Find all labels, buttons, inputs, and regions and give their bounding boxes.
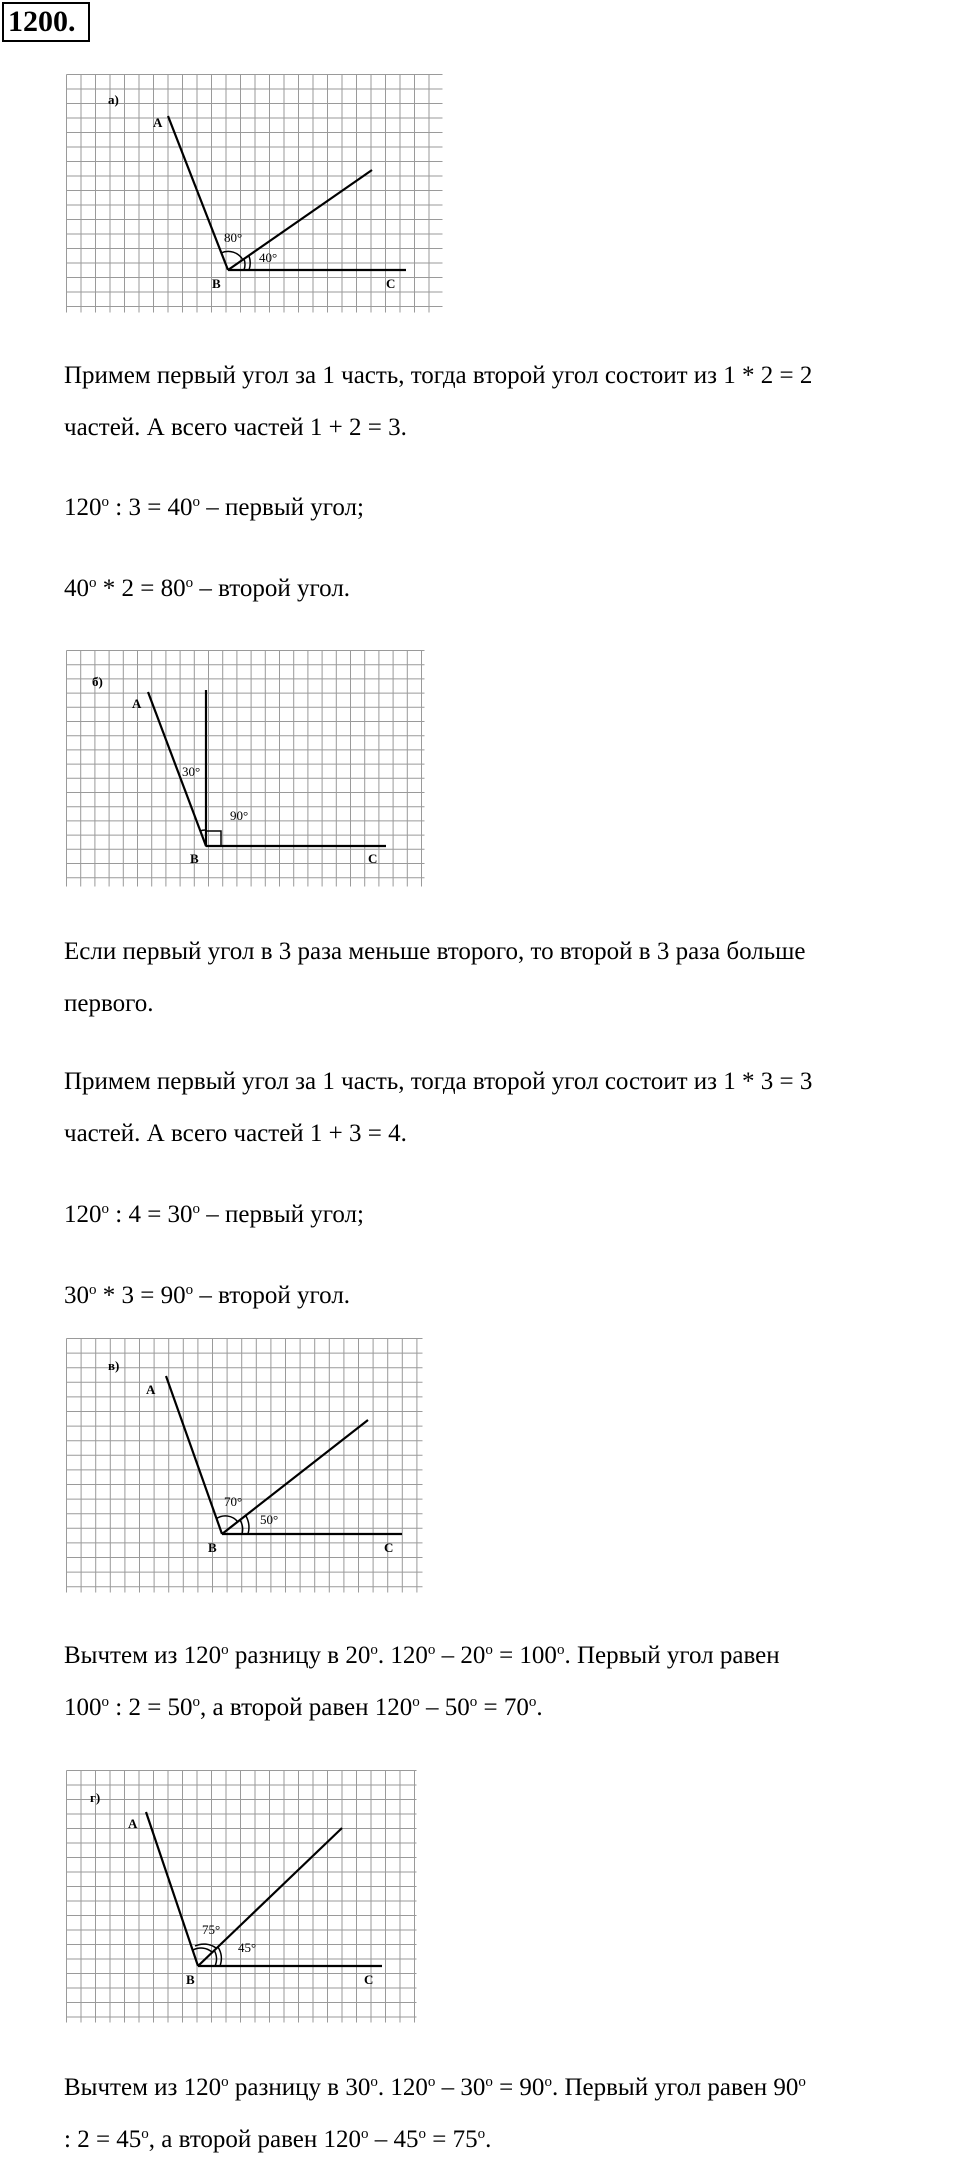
text-part: : 2 = 50	[109, 1694, 193, 1721]
text-part: * 2 = 80	[96, 575, 186, 602]
degree-sign: o	[141, 2126, 149, 2142]
text-part: Вычтем из 120	[64, 1642, 222, 1669]
text-part: : 3 = 40	[109, 494, 193, 521]
solution-b-text1	[64, 926, 960, 1030]
text-part: – 50	[419, 1694, 470, 1721]
point-c-label: C	[386, 276, 396, 291]
degree-sign: o	[185, 575, 194, 591]
point-a-label: A	[146, 1382, 156, 1397]
degree-sign: o	[192, 494, 201, 510]
degree-sign: o	[361, 2126, 369, 2142]
point-a-label: A	[132, 696, 142, 711]
text-part: : 2 = 45	[64, 2126, 142, 2153]
text-part: 40	[64, 575, 89, 602]
text-part: Вычтем из 120	[64, 2074, 222, 2101]
angle-left-label: 30°	[182, 764, 201, 779]
text-part: , а второй равен 120	[148, 2126, 362, 2153]
solution-a-calc2	[64, 563, 960, 615]
degree-sign: o	[427, 1642, 436, 1658]
degree-sign: o	[370, 1642, 378, 1658]
solution-b-calc1	[64, 1189, 960, 1241]
grid	[67, 1339, 423, 1593]
point-a-label: A	[153, 115, 163, 130]
angle-total-label: 70°	[224, 1494, 243, 1509]
point-b-label: B	[190, 851, 199, 866]
figure-b-drawing	[66, 650, 428, 890]
degree-sign: o	[485, 1642, 493, 1658]
point-b-label: B	[186, 1972, 195, 1987]
text-part: – первый угол;	[200, 1201, 364, 1228]
text-part: разницу в 20	[228, 1642, 371, 1669]
text-part: .	[485, 2126, 492, 2153]
text-line: частей. А всего частей 1 + 2 = 3.	[64, 414, 407, 441]
text-part: : 4 = 30	[109, 1201, 193, 1228]
text-part: = 100	[492, 1642, 557, 1669]
text-part: – второй угол.	[193, 575, 351, 602]
figure-label: г)	[90, 1790, 101, 1805]
degree-sign: o	[485, 2074, 493, 2090]
degree-sign: o	[101, 1201, 109, 1217]
solution-g-text	[64, 2062, 960, 2166]
text-line: первого.	[64, 990, 154, 1017]
degree-sign: o	[101, 494, 109, 510]
text-part: 30	[64, 1282, 89, 1309]
degree-sign: o	[412, 1694, 420, 1710]
figure-g-drawing	[66, 1770, 420, 2026]
solution-a-text	[64, 350, 960, 454]
degree-sign: o	[528, 1694, 537, 1710]
text-line	[64, 2114, 960, 2166]
point-c-label: C	[368, 851, 378, 866]
text-part: * 3 = 90	[96, 1282, 186, 1309]
angle-total-label: 75°	[202, 1922, 221, 1937]
text-part: 120	[64, 1201, 102, 1228]
figure-label: в)	[108, 1358, 120, 1373]
degree-sign: o	[192, 1694, 201, 1710]
text-part: – 45	[368, 2126, 419, 2153]
text-part: = 75	[426, 2126, 478, 2153]
text-part: . 120	[377, 1642, 428, 1669]
degree-sign: o	[798, 2074, 806, 2090]
solution-a-calc1	[64, 482, 960, 534]
text-part: 100	[64, 1694, 102, 1721]
point-c-label: C	[364, 1972, 374, 1987]
angle-part-label: 40°	[259, 250, 278, 265]
text-line: Примем первый угол за 1 часть, тогда второй угол состоит из 1 * 2 = 2	[64, 362, 813, 389]
text-part: .	[536, 1694, 543, 1721]
figure-a-drawing	[66, 74, 446, 316]
degree-sign: o	[469, 1694, 478, 1710]
degree-sign: o	[556, 1642, 565, 1658]
degree-sign: o	[221, 2074, 229, 2090]
text-part: . Первый угол равен 90	[551, 2074, 799, 2101]
text-part: – второй угол.	[193, 1282, 351, 1309]
figure-label: б)	[92, 674, 103, 689]
text-line	[64, 1630, 960, 1682]
figure-g	[66, 1770, 420, 2026]
text-line: Если первый угол в 3 раза меньше второго, то второй в 3 раза больше	[64, 938, 806, 965]
text-part: – первый угол;	[200, 494, 364, 521]
point-c-label: C	[384, 1540, 394, 1555]
degree-sign: o	[101, 1694, 109, 1710]
solution-b-text2	[64, 1056, 960, 1160]
text-part: = 70	[477, 1694, 529, 1721]
degree-sign: o	[192, 1201, 201, 1217]
point-b-label: B	[208, 1540, 217, 1555]
text-part: – 30	[435, 2074, 486, 2101]
degree-sign: o	[185, 1282, 194, 1298]
degree-sign: o	[427, 2074, 436, 2090]
solution-v-text	[64, 1630, 960, 1734]
text-part: , а второй равен 120	[200, 1694, 413, 1721]
figure-v	[66, 1338, 426, 1596]
degree-sign: o	[418, 2126, 427, 2142]
degree-sign: o	[221, 1642, 229, 1658]
degree-sign: o	[89, 1282, 97, 1298]
figure-v-drawing	[66, 1338, 426, 1596]
degree-sign: o	[370, 2074, 378, 2090]
point-a-label: A	[128, 1816, 138, 1831]
text-part: 120	[64, 494, 102, 521]
text-line	[64, 2062, 960, 2114]
angle-part-label: 45°	[238, 1940, 257, 1955]
point-b-label: B	[212, 276, 221, 291]
degree-sign: o	[544, 2074, 552, 2090]
figure-label: а)	[108, 92, 119, 107]
text-part: = 90	[492, 2074, 545, 2101]
exercise-number: 1200.	[2, 2, 90, 42]
text-line: частей. А всего частей 1 + 3 = 4.	[64, 1120, 407, 1147]
figure-b	[66, 650, 428, 890]
text-part: – 20	[435, 1642, 486, 1669]
angle-right-label: 90°	[230, 808, 249, 823]
solution-b-calc2	[64, 1270, 960, 1322]
text-part: . Первый угол равен	[564, 1642, 780, 1669]
degree-sign: o	[477, 2126, 486, 2142]
angle-part-label: 50°	[260, 1512, 279, 1527]
figure-a	[66, 74, 446, 316]
angle-total-label: 80°	[224, 230, 243, 245]
text-line	[64, 1682, 960, 1734]
text-part: разницу в 30	[228, 2074, 371, 2101]
degree-sign: o	[89, 575, 97, 591]
text-line: Примем первый угол за 1 часть, тогда второй угол состоит из 1 * 3 = 3	[64, 1068, 813, 1095]
text-part: . 120	[377, 2074, 428, 2101]
